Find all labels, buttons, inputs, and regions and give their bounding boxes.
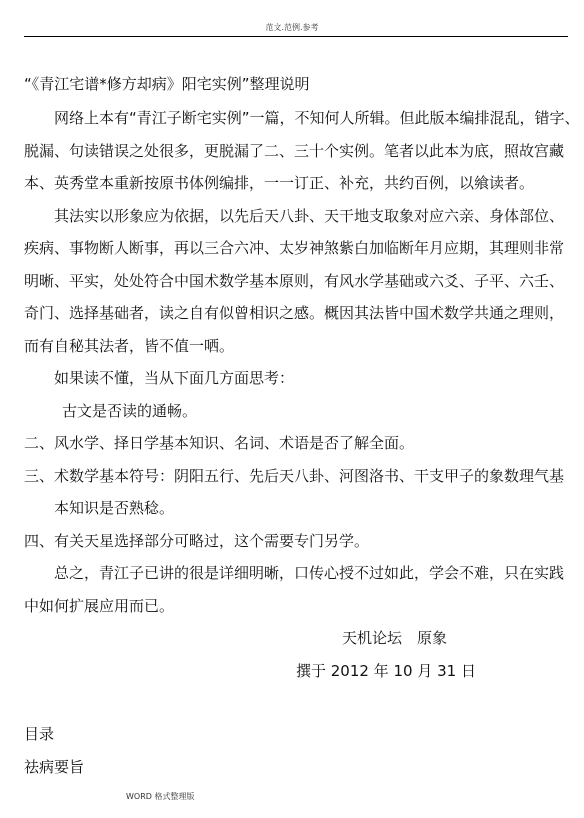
paragraph-1-line-1: 网络上本有“青江子断宅实例”一篇，不知何人所辑。但此版本编排混乱，错字、 [54,109,580,127]
paragraph-1-line-2: 脱漏、句读错误之处很多，更脱漏了二、三十个实例。笔者以此本为底，照故宫藏 [24,141,565,160]
list-item-3-line-2: 本知识是否熟稔。 [54,499,175,517]
paragraph-2-line-3: 明晰、平实，处处符合中国术数学基本原则，有风水学基础或六爻、子平、六壬、 [24,271,565,290]
list-item-2: 二、风水学、择日学基本知识、名词、术语是否了解全面。 [24,434,415,452]
signature-name: 天机论坛 原象 [342,629,448,647]
page-footer: WORD 格式整理版 [126,792,195,801]
page-header: 范文.范例.参考 [265,23,319,32]
paragraph-3: 如果读不懂，当从下面几方面思考： [54,369,295,387]
paragraph-2-line-1: 其法实以形象应为依据，以先后天八卦、天干地支取象对应六亲、身体部位、 [54,206,565,225]
paragraph-2-line-5: 而有自秘其法者，皆不值一哂。 [24,336,235,355]
list-item-4: 四、有关天星选择部分可略过，这个需要专门另学。 [24,531,370,550]
list-item-1: 古文是否读的通畅。 [62,401,198,420]
paragraph-4-line-2: 中如何扩展应用而已。 [24,596,175,615]
paragraph-2-line-4: 奇门、选择基础者，读之自有似曾相识之感。概因其法皆中国术数学共通之理则， [24,304,565,322]
document-title: “《青江宅谱*修方却病》阳宅实例”整理说明 [24,75,310,93]
paragraph-1-line-3: 本、英秀堂本重新按原书体例编排，一一订正、补充，共约百例，以飨读者。 [24,174,535,192]
signature-date: 撰于 2012 年 10 月 31 日 [296,661,476,680]
table-of-contents [24,718,566,784]
document-body [24,68,580,687]
list-item-3-line-1: 三、术数学基本符号：阴阳五行、先后天八卦、河图洛书、干支甲子的象数理气基 [24,466,565,485]
paragraph-4-line-1: 总之，青江子已讲的很是详细明晰，口传心授不过如此，学会不难，只在实践 [54,564,565,582]
toc-item: 祛病要旨 [24,758,85,776]
paragraph-2-line-2: 疾病、事物断人断事，再以三合六冲、太岁神煞紫白加临断年月应期，其理则非常 [24,239,565,257]
header-rule [24,36,568,37]
toc-title: 目录 [24,725,55,743]
